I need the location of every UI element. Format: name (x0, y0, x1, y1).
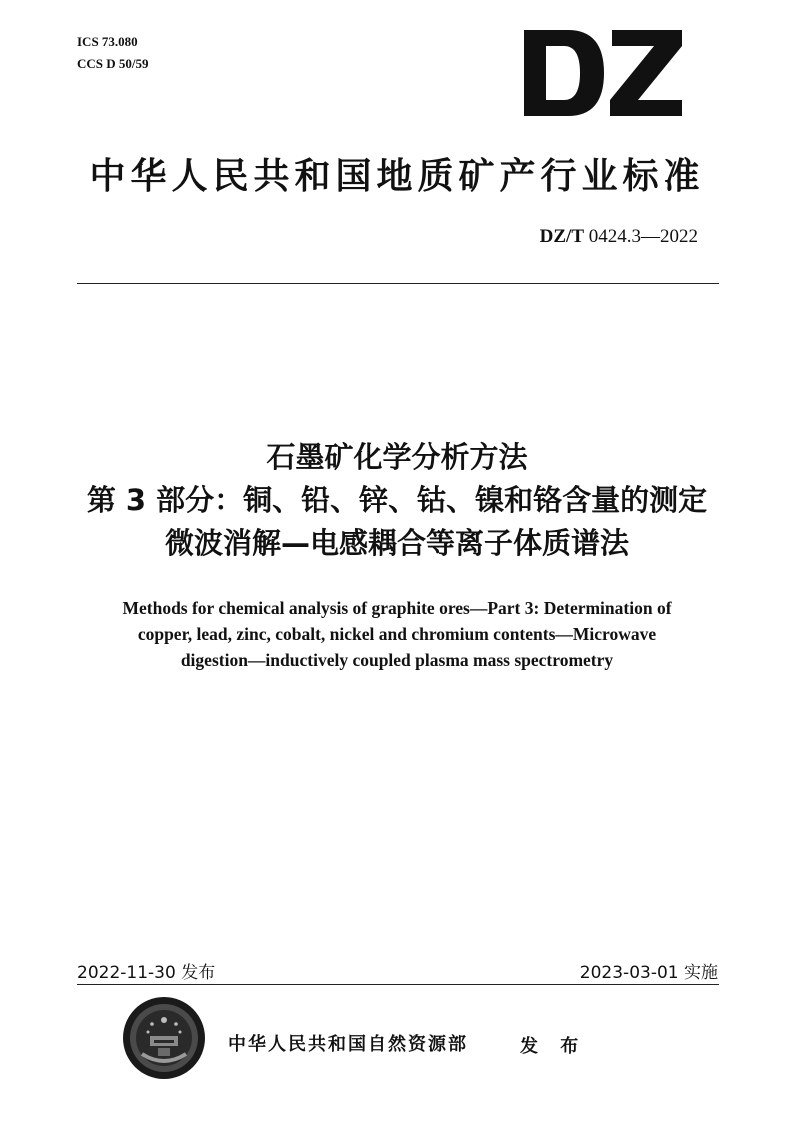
ministry-seal-icon (122, 996, 206, 1080)
classification-codes (77, 31, 149, 75)
chinese-title-line-1: 石墨矿化学分析方法 (266, 440, 528, 474)
implementation-date: 2023-03-01 实施 (579, 963, 718, 983)
ccs-code: CCS D 50/59 (77, 56, 149, 71)
standard-category-title: 中华人民共和国地质矿产行业标准 (89, 156, 705, 197)
english-title-line-3: digestion—inductively coupled plasma mass spectrometry (180, 650, 614, 670)
issue-date: 2022-11-30 发布 (77, 963, 216, 983)
dz-logo-icon (524, 30, 682, 116)
chinese-title-line-3: 微波消解—电感耦合等离子体质谱法 (164, 526, 629, 560)
chinese-title-line-2: 第 3 部分：铜、铅、锌、钴、镍和铬含量的测定 (86, 483, 708, 517)
issue-label: 发 布 (520, 1036, 587, 1057)
standard-number-value: 0424.3—2022 (588, 226, 698, 247)
chinese-title (0, 436, 794, 565)
english-title-line-1: Methods for chemical analysis of graphite ores—Part 3: Determination of (122, 598, 672, 618)
standard-number-prefix: DZ/T (539, 226, 584, 247)
ics-code: ICS 73.080 (77, 34, 138, 49)
top-divider (77, 283, 719, 284)
english-title-line-2: copper, lead, zinc, cobalt, nickel and chromium contents—Microwave (137, 624, 657, 644)
english-title (0, 595, 794, 673)
issuing-authority: 中华人民共和国自然资源部 (228, 1034, 468, 1055)
standard-number (540, 226, 698, 248)
bottom-divider (77, 984, 719, 985)
